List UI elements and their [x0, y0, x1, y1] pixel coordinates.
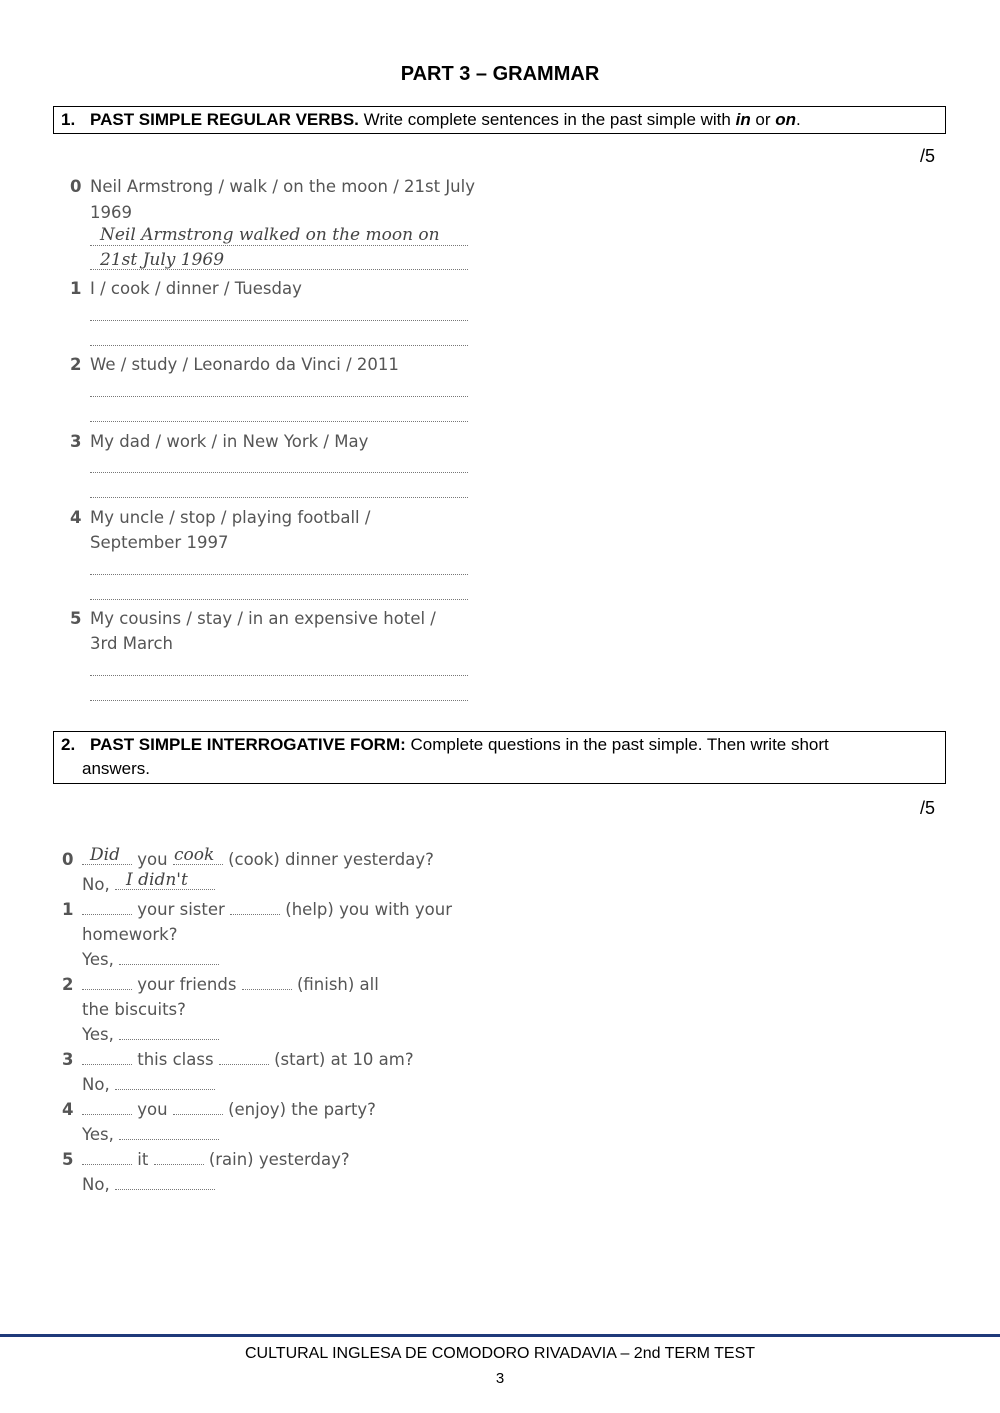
answer-blank[interactable] — [115, 1077, 215, 1090]
page-title: PART 3 – GRAMMAR — [400, 63, 600, 85]
item-number: 2 — [70, 355, 82, 374]
item-number: 5 — [62, 1150, 74, 1169]
question-rest: (enjoy) the party? — [228, 1100, 376, 1119]
question-subject: you — [137, 1100, 168, 1119]
answer-blank[interactable] — [119, 1127, 219, 1140]
handwritten-answer: I didn't — [126, 870, 188, 890]
verb-blank[interactable] — [154, 1152, 204, 1165]
question-subject: this class — [137, 1050, 214, 1069]
word-or: or — [750, 110, 776, 129]
item-number: 3 — [70, 432, 82, 451]
item-number: 5 — [70, 609, 82, 628]
question-rest: (help) you with your — [285, 900, 452, 919]
footer-text: CULTURAL INGLESA DE COMODORO RIVADAVIA – 2nd TERM TEST — [244, 1345, 756, 1362]
question-subject: it — [137, 1150, 149, 1169]
section2-instruction-box — [53, 731, 946, 784]
answer-prefix: No, — [82, 1075, 110, 1094]
prompt-line: 1969 — [90, 203, 132, 222]
handwritten-answer: Did — [90, 845, 120, 865]
section1-heading: PAST SIMPLE REGULAR VERBS. — [90, 110, 359, 129]
answer-line — [90, 269, 468, 270]
verb-blank[interactable] — [82, 1102, 132, 1115]
answer-line[interactable] — [90, 700, 468, 701]
verb-blank[interactable] — [82, 902, 132, 915]
item-number: 4 — [70, 508, 82, 527]
item-number: 1 — [62, 900, 74, 919]
instruction-end: . — [796, 110, 801, 129]
answer-line[interactable] — [90, 675, 468, 676]
question-rest: (cook) dinner yesterday? — [228, 850, 434, 869]
verb-blank[interactable] — [230, 902, 280, 915]
section1-number: 1. — [61, 110, 76, 129]
answer-line[interactable] — [90, 497, 468, 498]
answer-line — [90, 245, 468, 246]
question-line2: the biscuits? — [82, 1000, 186, 1019]
item-number: 4 — [62, 1100, 74, 1119]
item-number: 0 — [70, 177, 82, 196]
section2-score: /5 — [920, 798, 936, 818]
section2-heading: PAST SIMPLE INTERROGATIVE FORM: — [90, 735, 406, 754]
question-rest: (rain) yesterday? — [208, 1150, 350, 1169]
prompt-line: My dad / work / in New York / May — [90, 432, 369, 451]
section2-instruction: Complete questions in the past simple. Then write short — [405, 735, 829, 754]
prompt-line: September 1997 — [90, 533, 229, 552]
word-on: on — [775, 110, 797, 129]
verb-blank[interactable] — [173, 1102, 223, 1115]
answer-line[interactable] — [90, 599, 468, 600]
question-subject: you — [137, 850, 168, 869]
answer-line[interactable] — [90, 320, 468, 321]
prompt-line: We / study / Leonardo da Vinci / 2011 — [90, 355, 399, 374]
verb-blank[interactable] — [242, 977, 292, 990]
section2-number: 2. — [61, 735, 76, 754]
answer-line[interactable] — [90, 345, 468, 346]
answer-line[interactable] — [90, 574, 468, 575]
item-number: 2 — [62, 975, 74, 994]
answer-prefix: Yes, — [82, 1125, 114, 1144]
handwritten-answer: Neil Armstrong walked on the moon on — [100, 225, 440, 245]
prompt-line: My cousins / stay / in an expensive hotel / — [90, 609, 436, 628]
item-number: 1 — [70, 279, 82, 298]
prompt-line: 3rd March — [90, 634, 174, 653]
section1-instruction-box — [53, 106, 946, 134]
footer-rule — [0, 1334, 1000, 1337]
question-line2: homework? — [82, 925, 178, 944]
answer-blank[interactable] — [115, 1177, 215, 1190]
answer-prefix: Yes, — [82, 950, 114, 969]
answer-prefix: No, — [82, 1175, 110, 1194]
question-rest: (finish) all — [296, 975, 379, 994]
section1-instruction: Write complete sentences in the past simple with — [358, 110, 736, 129]
prompt-line: Neil Armstrong / walk / on the moon / 21st July — [90, 177, 475, 196]
item-number: 3 — [62, 1050, 74, 1069]
question-subject: your sister — [137, 900, 225, 919]
answer-blank[interactable] — [119, 952, 219, 965]
answer-blank[interactable] — [119, 1027, 219, 1040]
verb-blank[interactable] — [219, 1052, 269, 1065]
question-subject: your friends — [137, 975, 237, 994]
answer-line[interactable] — [90, 421, 468, 422]
verb-blank[interactable] — [82, 977, 132, 990]
section1-score: /5 — [920, 146, 936, 166]
handwritten-answer: 21st July 1969 — [100, 250, 225, 270]
answer-line[interactable] — [90, 396, 468, 397]
question-rest: (start) at 10 am? — [274, 1050, 414, 1069]
prompt-line: I / cook / dinner / Tuesday — [90, 279, 302, 298]
handwritten-answer: cook — [174, 845, 215, 865]
answer-prefix: No, — [82, 875, 110, 894]
word-in: in — [735, 110, 751, 129]
section2-instruction-2: answers. — [82, 759, 151, 778]
answer-line[interactable] — [90, 472, 468, 473]
verb-blank[interactable] — [82, 1052, 132, 1065]
prompt-line: My uncle / stop / playing football / — [90, 508, 371, 527]
verb-blank[interactable] — [82, 1152, 132, 1165]
item-number: 0 — [62, 850, 74, 869]
answer-prefix: Yes, — [82, 1025, 114, 1044]
page-number: 3 — [495, 1370, 505, 1387]
